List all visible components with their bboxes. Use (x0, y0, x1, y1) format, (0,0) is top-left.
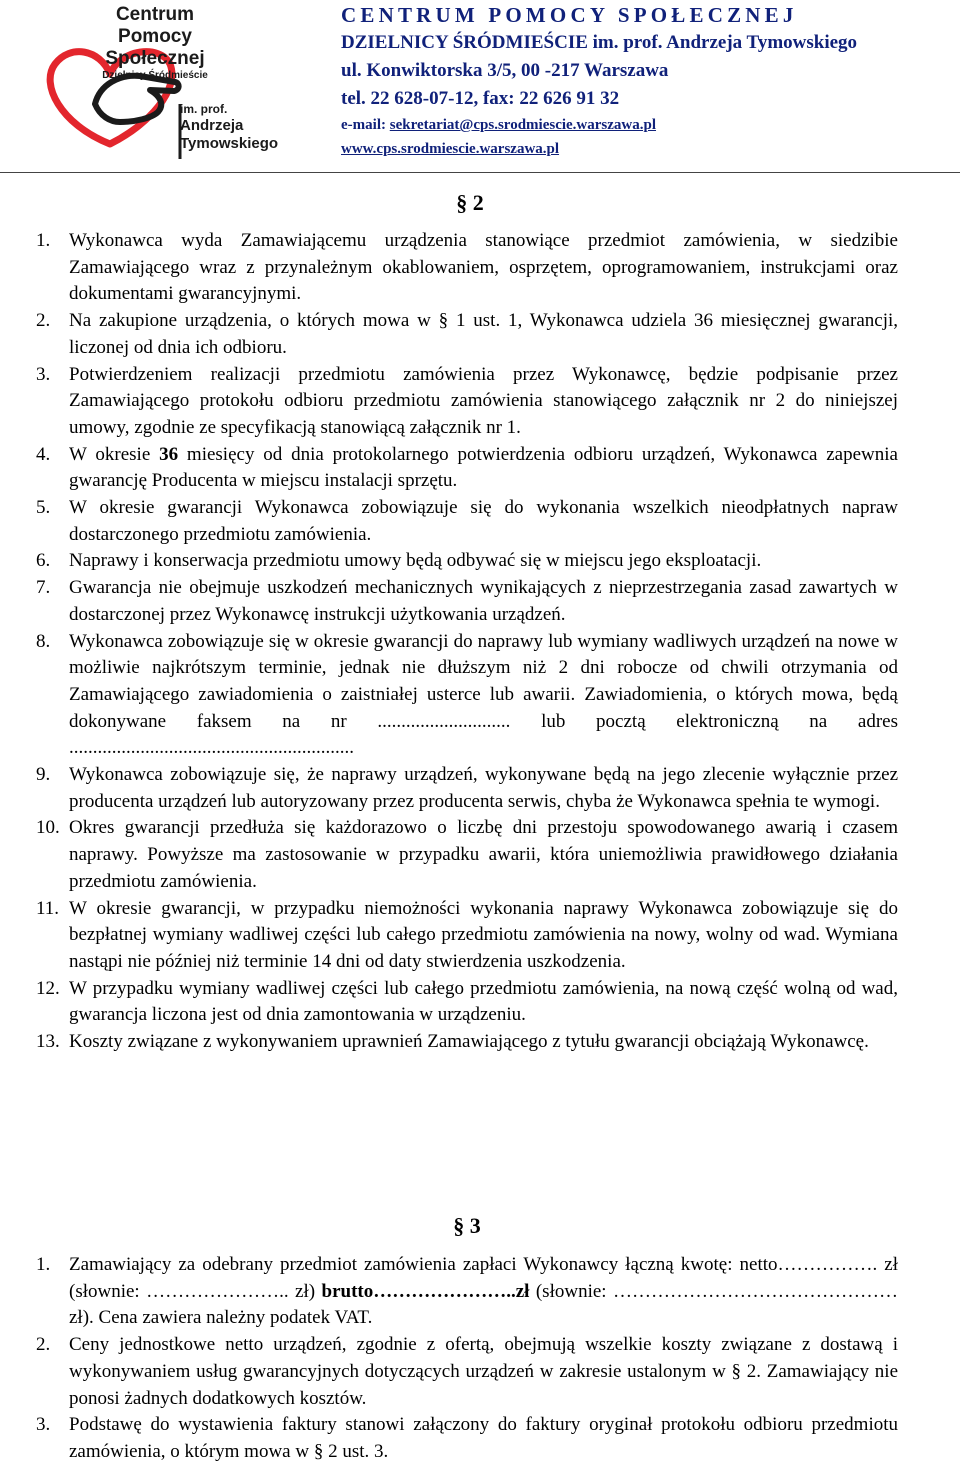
organization-logo (40, 4, 330, 164)
item-number: 4. (36, 443, 51, 465)
warranty-months-bold: 36 (159, 443, 179, 465)
item-number: 9. (36, 764, 51, 786)
item-text: W okresie 36 miesięcy od dnia protokolarnego potwierdzenia odbioru urządzeń, Wykonawca zapewnia gwarancję Producenta w miejscu instalacji sprzętu. (69, 443, 898, 492)
organization-name: CENTRUM POMOCY SPOŁECZNEJ (341, 3, 798, 27)
logo-text-line-1: Centrum (115, 4, 195, 25)
header-divider (0, 172, 960, 173)
section-3-list (36, 1252, 898, 1466)
list-item (36, 1412, 898, 1465)
item-number: 3. (36, 1414, 51, 1436)
item-text: Okres gwarancji przedłuża się każdorazowo o liczbę dni przestoju spowodowanego awarią i czasem naprawy. Powyższe ma zastosowanie w przypadku awarii, która uniemożliwia prawidłowego działania przedmiotu zamówienia. (69, 817, 898, 892)
item-text: Ceny jednostkowe netto urządzeń, zgodnie z ofertą, obejmują wszelkie koszty związane z dostawą i wykonywaniem usług gwarancyjnych dotyczących urządzeń w zakresie ustalonym w § 2. Zamawiający nie ponosi żadnych dodatkowych kosztów. (69, 1334, 898, 1409)
logo-text-line-3: Społecznej (105, 48, 205, 69)
letterhead (0, 0, 960, 170)
item-text: Potwierdzeniem realizacji przedmiotu zamówienia przez Wykonawcę, będzie podpisanie przez Zamawiającego protokołu odbioru przedmiotu zamówienia stanowiącego załącznik nr 2 do niniejszej umowy, zgodnie ze specyfikacją stanowiącą załącznik nr 1. (69, 363, 898, 438)
item-number: 7. (36, 577, 51, 599)
item-number: 13. (36, 1031, 60, 1053)
list-item (36, 228, 898, 308)
list-item (36, 896, 898, 976)
gross-amount-bold: brutto…………………..zł (321, 1280, 530, 1302)
item-text: Na zakupione urządzenia, o których mowa w § 1 ust. 1, Wykonawca udziela 36 miesięcznej gwarancji, liczonej od dnia ich odbioru. (69, 310, 898, 358)
item-number: 1. (36, 1254, 51, 1275)
item-text: W przypadku wymiany wadliwej części lub całego przedmiotu zamówienia, na nową część wolną od wad, gwarancja liczona jest od dnia zamontowania w urządzeniu. (69, 977, 898, 1026)
list-item (36, 308, 898, 361)
item-text: Koszty związane z wykonywaniem uprawnień Zamawiającego z tytułu gwarancji obciążają Wykonawcę. (69, 1031, 869, 1053)
item-text: Gwarancja nie obejmuje uszkodzeń mechanicznych wynikających z nieprzestrzegania zasad zawartych w dostarczonej przez Wykonawcę instrukcji użytkowania urządzeń. (69, 577, 898, 625)
item-number: 8. (36, 630, 51, 652)
email-link[interactable]: sekretariat@cps.srodmiescie.warszawa.pl (389, 117, 657, 133)
item-number: 2. (36, 310, 51, 332)
item-number: 10. (36, 817, 60, 839)
organization-subtitle: DZIELNICY ŚRÓDMIEŚCIE im. prof. Andrzeja Tymowskiego (341, 32, 858, 53)
email-label: e-mail: (341, 117, 390, 133)
list-item (36, 1252, 898, 1332)
organization-email-line (341, 113, 951, 137)
item-text: Wykonawca zobowiązuje się w okresie gwarancji do naprawy lub wymiany wadliwych urządzeń na nowe w możliwie najkrótszym terminie, jednak nie dłuższym niż 2 dni robocze od chwili otrzymania od Zamawiającego zawiadomienia o zaistniałej usterce lub awarii. Zawiadomienia, o których mowa, będą dokonywane faksem na nr ............................ lub pocztą elektroniczną na adres ............................................................ (69, 630, 898, 759)
list-item (36, 575, 898, 628)
list-item (36, 442, 898, 495)
organization-website-line (341, 137, 951, 161)
item-text: Wykonawca zobowiązuje się, że naprawy urządzeń, wykonywane będą na jego zlecenie wyłącznie przez producenta urządzeń lub autoryzowany przez producenta serwis, chyba że Wykonawca spełnia te wymogi. (69, 764, 898, 812)
list-item (36, 815, 898, 895)
section-2-list (36, 228, 898, 1056)
item-number: 2. (36, 1334, 51, 1356)
item-number: 1. (36, 230, 51, 251)
item-number: 5. (36, 497, 51, 519)
item-number: 11. (36, 897, 60, 919)
list-item (36, 495, 898, 548)
item-text: Naprawy i konserwacja przedmiotu umowy będą odbywać się w miejscu jego eksploatacji. (69, 550, 762, 572)
item-text: Wykonawca wyda Zamawiającemu urządzenia stanowiące przedmiot zamówienia, w siedzibie Zamawiającego wraz z przynależnym okablowaniem, osprzętem, oprogramowaniem, instrukcjami oraz dokumentami gwarancyjnymi. (69, 230, 898, 305)
logo-text-line-6: Andrzeja (180, 117, 244, 134)
section-3-heading: § 3 (453, 1213, 481, 1238)
logo-text-line-4: Dzielnicy Śródmieście (102, 70, 208, 81)
list-item (36, 548, 898, 575)
organization-address: ul. Konwiktorska 3/5, 00 -217 Warszawa (341, 60, 669, 81)
item-number: 12. (36, 977, 60, 999)
list-item (36, 1029, 898, 1056)
organization-contact-block (341, 2, 951, 161)
list-item (36, 762, 898, 815)
list-item (36, 362, 898, 442)
item-text: Zamawiający za odebrany przedmiot zamówienia zapłaci Wykonawcy łączną kwotę: netto……………. zł (słownie: ………………….. zł) brutto…………………..zł (słownie: ………………………………………zł). Cena zawiera należny podatek VAT. (69, 1254, 898, 1329)
item-text: Podstawę do wystawienia faktury stanowi załączony do faktury oryginał protokołu odbioru przedmiotu zamówienia, o którym mowa w § 2 ust. 3. (69, 1414, 898, 1462)
list-item (36, 629, 898, 763)
logo-text-line-5: im. prof. (180, 102, 228, 116)
item-text: W okresie gwarancji Wykonawca zobowiązuje się do wykonania wszelkich nieodpłatnych napraw dostarczonego przedmiotu zamówienia. (69, 497, 898, 545)
logo-text-line-2: Pomocy (118, 26, 192, 47)
website-link[interactable]: www.cps.srodmiescie.warszawa.pl (341, 141, 560, 157)
list-item (36, 1332, 898, 1412)
item-number: 6. (36, 550, 51, 572)
section-2-heading: § 2 (456, 190, 484, 215)
item-text: W okresie gwarancji, w przypadku niemożności wykonania naprawy Wykonawca zobowiązuje się do bezpłatnej wymiany wadliwej części lub całego przedmiotu zamówienia na nowy, wolny od wad. Wymiana nastąpi nie później niż terminie 14 dni od daty stwierdzenia uszkodzenia. (69, 897, 898, 972)
list-item (36, 976, 898, 1029)
logo-text-line-7: Tymowskiego (180, 135, 279, 152)
item-number: 3. (36, 363, 51, 385)
organization-phone: tel. 22 628-07-12, fax: 22 626 91 32 (341, 88, 620, 109)
